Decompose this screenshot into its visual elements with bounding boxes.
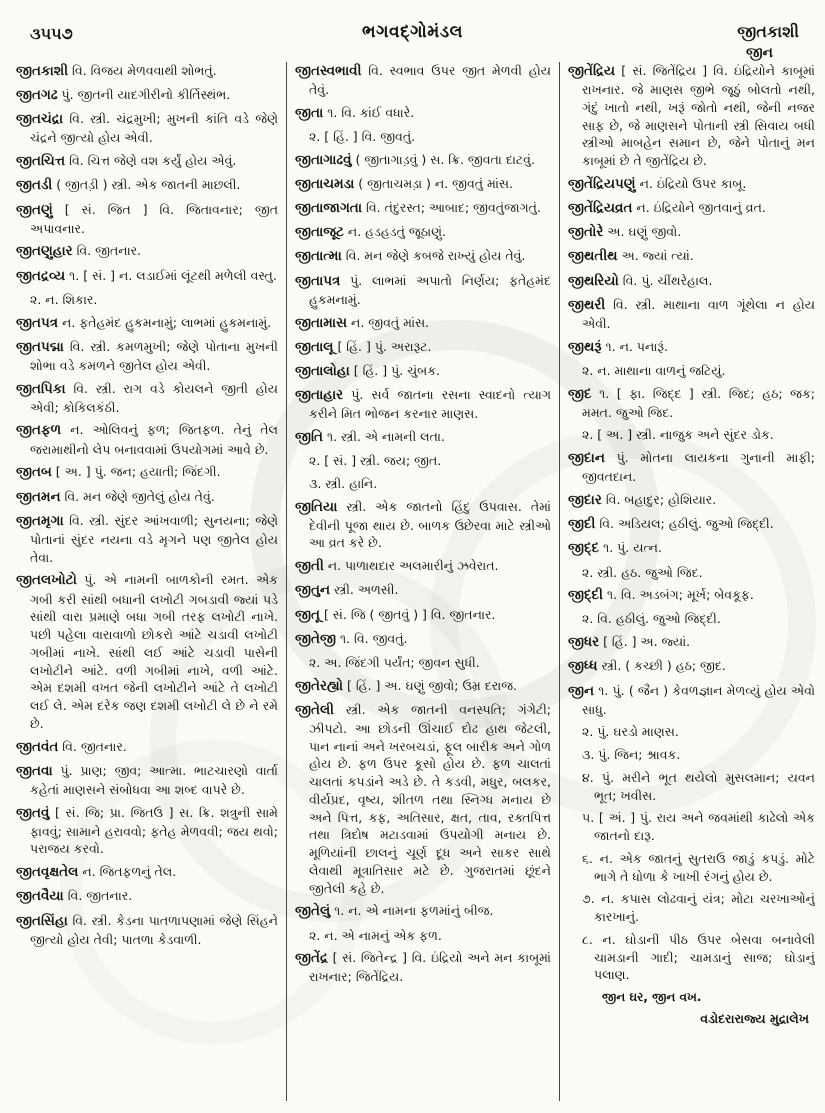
headword: જીતવૈયા [16,888,64,905]
page-header [0,0,825,60]
entry-sense: ૨. પું. ઘરડો માણસ. [582,724,679,740]
headword: જીતપત્ર [16,314,59,331]
headword: જીતગઢ [16,87,58,104]
headword: જીદાન [568,450,605,467]
dictionary-entry: જીદ ૧. [ ફા. જિદ્દ ] સ્ત્રી. જિદ; હઠ; જક; મમત. જુઓ જિદ. [568,385,815,420]
press-signature: વડોદરારાજ્ય મુદ્રાલેખ [700,1011,809,1027]
headword: જીદ્દ [568,540,600,557]
dictionary-entry: જીથરૂં ૧. ન. પનારૂં. [568,338,668,355]
column-3 [559,62,815,1101]
headword: જીતપિકા [16,380,66,397]
headword: જીથરી [568,296,606,313]
headword: જીથરિયો [568,272,619,289]
dictionary-entry: જીદી વિ. અડિયલ; હઠીલું. જુઓ જિદ્દી. [568,516,774,533]
dictionary-entry: જીતડી ( જીતડ઼ી ) સ્ત્રી. એક જાતની માછલી. [16,177,241,194]
headword: જીતાલૂ [295,338,334,355]
dictionary-entry: જીન ૧. પું. ( જૈન ) કેવળજ્ઞાન મેળવ્યું હોય એવો સાધુ. [568,682,815,717]
dictionary-entry: જીતાજાગતા વિ. તંદુરસ્ત; આબાદ; જીવતુંજાગતું. [295,200,541,217]
dictionary-entry: જીતણું [ સં. જિત ] વિ. જિતાવનાર; જીત અપાવનાર. [16,201,278,236]
headword: જીતડી [16,177,53,194]
headword: જીતાલોહા [295,362,350,379]
headword: જીન [568,682,595,699]
entry-usage-note: જીન ઘર, જીન વખ. [602,990,702,1005]
dictionary-entry: જીદ્દ ૧. પું. યત્ન. [568,540,662,557]
dictionary-entry: જીતેંદ્રિય [ સં. જિતેંદ્રિય ] વિ. ઇંદ્રિયોને કાબૂમાં રાખનાર. જે માણસ જીભે જૂઠું બોલતો નથી, ગંદું ખાતો નથી, ખરૂં જોતો નથી, જેની નજર સાફ છે, જે માણસને પોતાની સ્ત્રી સિવાય બધી સ્ત્રીઓ માબહેન સમાન છે, જેને પોતાનું મન કાબૂમાં છે તે જીતેંદ્રિય છે. [568,63,815,169]
headword: જીતિ [295,428,324,445]
entry-sense: ૬. ન. એક જાતનું સુતરાઉ જાડું કપડું. મોટે ભાગે તે ધોળા કે ખાખી રંગનું હોય છે. [582,850,815,884]
dictionary-entry: જીતસિંહા વિ. સ્ત્રી. કેડના પાતળાપણામાં જેણે સિંહને જીત્યો હોય તેવી; પાતળા કેડવાળી. [16,912,278,947]
entry-sense: ૨. વિ. હઠીલું. જુઓ જિદ્દી. [582,611,721,627]
headword: જીતમન [16,488,61,505]
headword: જીતેંદ્રિયપણું [568,175,636,192]
headword: જીતોરે [568,224,604,241]
headword: જીતામાસ [295,314,348,331]
entry-sense: ૨. [ અ. ] સ્ત્રી. નાજુક અને સુંદર ડોક. [582,427,774,443]
dictionary-entry: જીતસ્વભાવી વિ. સ્વભાવ ઉપર જીત મેળવી હોય તેવું. [295,63,551,98]
headword: જીતવા [16,762,53,779]
headword: જીતસ્વભાવી [295,63,362,79]
headword: જીતબ [16,464,52,481]
entry-sense: ૨. ન. માથાના વાળનું જટિયું. [582,362,726,378]
dictionary-entry: જીથરી વિ. સ્ત્રી. માથાના વાળ ગૂંથેલા ન હોય એવી. [568,296,815,331]
dictionary-entry: જીદાન પું. મોતના લાયકના ગુનાની માફી; જીવતદાન. [568,450,815,485]
dictionary-entry: જીતફળ ન. ઓલિવનું ફળ; જિતફળ. તેનું તેલ જરામાથીનો લેપ બનાવવામાં ઉપયોગમાં આવે છે. [16,422,278,457]
headword: જીદાર [568,492,602,509]
entry-sense: ૭. ન. કપાસ લોઢવાનું યંત્ર; મોટા ચરખાઓનું કારખાનું. [582,891,815,925]
dictionary-entry: જીતકાશી વિ. વિજય મેળવવાથી શોભતું. [16,63,217,79]
dictionary-entry: જીતૂ [ સં. જિ ( જીતવું ) ] વિ. જીતનાર. [295,606,496,623]
dictionary-entry: જીતામાસ ન. જીવતું માંસ. [295,314,430,331]
dictionary-entry: જીતચિત્ત વિ. ચિત્ત જેણે વશ કર્યું હોય એવું. [16,153,237,170]
entry-sense: ૩. પું. જિન; શ્રાવક. [582,747,681,763]
entry-sense: ૫. [ અં. ] પું. રાય અને જવમાંથી કાઢેલો એક જાતનો દારૂ. [582,810,815,844]
headword: જીતેંદ્રિય [568,63,616,79]
dictionary-entry: જીતેલું ૧. ન. એ નામના ફળમાંનું બીજ. [295,903,494,920]
headword: જીતેરહ્યો [295,677,344,694]
dictionary-entry: જીતવૈયા વિ. જીતનાર. [16,888,133,905]
dictionary-entry: જીતાહાર પું. સર્વ જાતના રસના સ્વાદનો ત્યાગ કરીને મિત ભોજન કરનાર માણસ. [295,386,551,422]
headword: જીતેંદ્ર [295,950,328,967]
dictionary-entry: જીતાલૂ [ હિં. ] પું. અરારૂટ. [295,338,432,355]
column-2 [286,62,559,1101]
headword: જીતેલી [295,701,335,718]
entry-sense: ૨. સ્ત્રી. હઠ. જુઓ જિદ. [582,564,703,580]
dictionary-entry: જીતાજૂટ ન. હડહડતું જૂઠાણું. [295,224,446,241]
headword: જીદ [568,385,592,402]
headword: જીતિયા [295,498,338,515]
entries-column-1 [16,62,278,948]
headword: જીદી [568,516,596,533]
dictionary-entry: જીતેજી ૧. વિ. જીવતું. [295,630,408,647]
headword: જીતેજી [295,630,336,647]
headword: જીતાજૂટ [295,224,344,241]
headword: જીતેલું [295,903,331,920]
dictionary-entry: જીધ્ધ સ્ત્રી. ( કચ્છી ) હઠ; જીદ. [568,658,726,675]
headword: જીતાત્મા [295,248,342,265]
dictionary-entry: જીતોરે અ. ઘણું જીવો. [568,224,682,241]
dictionary-entry: જીતમૃગા વિ. સ્ત્રી. સુંદર આંખવાળી; સુનયના; જેણે પોતાનાં સુંદર નયના વડે મૃગને પણ જીતેલ હોય તેવા. [16,512,278,565]
dictionary-entry: જીતવૃક્ષતેલ ન. જિતફળનું તેલ. [16,864,177,881]
headword: જીતમૃગા [16,512,64,529]
dictionary-entry: જીતલખોટો પું. એ નામની બાળકોની રમત. એક ગબી કરી સાંથી બધાની લખોટી ગબડાવી જ્યાં પડે સાંથી વારા પ્રમાણે બધા ગબી તરફ લખોટી નાખે. પછી પહેલા વારાવાળો છોકરો આંટે ચડાવી લખોટી ગબીમાં નાખે. સાંથી લઈ આંટે ચડાવી પાસેની લખોટીને આંટે. વળી ગબીમાં નાખે, વળી આંટે. એમ દશમી વખત જેની લખોટીને આંટે તે લખોટી લઈ લે. એમ દરેક જણ દશમી લખોટી લે છે ને રમે છે. [16,572,278,731]
headword: જીતપદ્મા [16,338,64,355]
headword: જીતવું [16,804,50,821]
dictionary-entry: જીતચંદ્રા વિ. સ્ત્રી. ચંદ્રમુખી; મુખની કાંતિ વડે જેણે ચંદ્રને જીત્યો હોય એવી. [16,111,278,146]
headword: જીતૂ [295,606,320,623]
headword: જીતા [295,104,324,121]
headword: જીતવંત [16,738,59,755]
headword: જીદ્દી [568,587,603,604]
dictionary-entry: જીતુન સ્ત્રી. અળસી. [295,582,399,599]
dictionary-entry: જીધર [ હિં. ] અ. જ્યાં. [568,634,691,651]
headword: જીતવૃક્ષતેલ [16,864,79,881]
headword: જીતણુહાર [16,243,73,260]
dictionary-entry: જીતેંદ્ર [ સં. જિતેન્દ્ર ] વિ. ઇંદ્રિયો અને મન કાબૂમાં રાખનાર; જિતેંદ્રિય. [295,950,551,985]
dictionary-entry: જીતવું [ સં. જિ; પ્રા. જિતઉ ] સ. ક્રિ. શત્રુની સામે ફાવવું; સામાને હરાવવો; ફતેહ મેળવવી; જય થવો; પરાજય કરવો. [16,804,278,857]
dictionary-entry: જીતિ ૧. સ્ત્રી. એ નામની લતા. [295,428,445,445]
entries-column-2 [295,62,551,986]
headword: જીતણું [16,201,53,218]
dictionary-entry: જીતપિકા વિ. સ્ત્રી. રાગ વડે કોયલને જીતી હોય એવી; કોકિલકંઠી. [16,380,278,415]
headword: જીધ્ધ [568,658,598,675]
dictionary-entry: જીતદ્રવ્ય ૧. [ સં. ] ન. લડાઈમાં લૂંટથી મળેલી વસ્તુ. [16,267,277,284]
dictionary-entry: જીતેંદ્રિયવ્રત ન. ઇંદ્રિયોને જીતવાનું વ્રત. [568,200,766,217]
dictionary-entry: જીતેરહ્યો [ હિં. ] અ. ઘણું જીવો; ઉમ્ર દરાજ. [295,677,518,694]
dictionary-entry: જીતાલોહા [ હિં. ] પું. ચુંબક. [295,362,440,379]
entry-sense: ૨. [ હિં. ] વિ. જીવતું. [309,129,416,145]
headword: જીતાહાર [295,386,344,403]
headword: જીતાપત્ર [295,272,341,289]
dictionary-entry: જીતેલી સ્ત્રી. એક જાતની વનસ્પતિ; ગંગેટી; ઝીપટો. આ છોડની ઊંચાઈ દોઢ હાથ જેટલી, પાન નાનાં અને ખરબચડાં, ફૂલ બારીક અને ગોળ હોય છે. ફળ ઉપર કૂસો હોય છે. ફળ ચાલતાં ચાલતાં કપડાંને અડે છે. તે કડવી, મધુર, બલકર, વીર્યપ્રદ, વૃષ્ય, શીતળ તથા સ્નિગ્ધ મનાય છે અને પિત્ત, કફ, અતિસાર, ક્ષત, તાવ, રક્તપિત્ત તથા ત્રિદોષ મટાડવામાં ઉપયોગી મનાય છે. મૂળિયાંની છાલનું ચૂર્ણ દૂધ અને સાકર સાથે લેવાથી મૂત્રાતિસાર મટે છે. ગુજરાતમાં છૂંદને જીતેલી કહે છે. [295,701,551,896]
headword: જીતદ્રવ્ય [16,267,66,284]
dictionary-entry: જીતાપત્ર પું. લાભમાં અપાતો નિર્ણય; ફતેહમંદ હુકમનામું. [295,272,551,307]
headword: જીતચંદ્રા [16,111,64,128]
entry-sense: ૨. [ સં. ] સ્ત્રી. જય; જીત. [309,453,442,469]
dictionary-entry: જીતેંદ્રિયપણું ન. ઇંદ્રિયો ઉપર કાબૂ. [568,175,747,192]
entry-sense: ૨. ન. શિકાર. [30,291,98,307]
headword: જીથતીથ [568,248,618,265]
headword: જીથરૂં [568,338,602,355]
guide-word-top: જીતકાશી [737,22,799,41]
dictionary-entry: જીતી ન. પાળાથદાર અલમારીનું ઝવેરાત. [295,558,499,575]
page-number: ૩૫૫૭ [30,24,73,43]
columns-container [16,62,815,1101]
headword: જીતલખોટો [16,572,77,589]
entry-sense: ૮. ન. ઘોડાની પીઠ ઉપર બેસવા બનાવેલી ચામડાની ગાદી; ચામડાનું સાજ; ઘોડાનું પલાણ. [582,931,815,983]
headword: જીતી [295,558,324,575]
entry-sense: ૨. અ. જિંદગી પર્યંત; જીવન સુધી. [309,654,480,670]
dictionary-entry: જીતાચમડા ( જીતાચમડ઼ા ) ન. જીવતું માંસ. [295,175,514,192]
dictionary-entry: જીતા ૧. વિ. કાંઈ વધારે. [295,104,415,121]
headword: જીતસિંહા [16,912,68,929]
dictionary-entry: જીદાર વિ. બહાદુર; હોશિયાર. [568,492,717,509]
column-1 [16,62,286,1101]
entry-sense: ૨. ન. એ નામનું એક ફળ. [309,927,442,943]
dictionary-entry: જીતાગાઢવું ( જીતાગાડ઼વું ) સ. ક્રિ. જીવતા દાટવું. [295,151,535,168]
dictionary-entry: જીથતીથ અ. જ્યાં ત્યાં. [568,248,694,265]
entry-sense: ૩. સ્ત્રી. હાનિ. [309,475,378,491]
dictionary-entry: જીતણુહાર વિ. જીતનાર. [16,243,142,260]
headword: જીતચિત્ત [16,153,66,170]
dictionary-entry: જીદ્દી ૧. વિ. અડબંગ; મૂર્ખ; બેવકૂફ. [568,587,754,604]
dictionary-entry: જીતપદ્મા વિ. સ્ત્રી. કમળમુખી; જેણે પોતાના મુખની શોભા વડે કમળને જીતેલ હોય એવી. [16,338,278,373]
headword: જીતુન [295,582,331,599]
dictionary-entry: જીતવા પું. પ્રાણ; જીવ; આત્મા. ભાટચારણો વાર્તા કહેતાં માણસને સંબોધવા આ શબ્દ વાપરે છે. [16,762,278,797]
dictionary-entry: જીતપત્ર ન. ફતેહમંદ હુકમનામું; લાભમાં હુકમનામું. [16,314,272,331]
headword: જીતાગાઢવું [295,151,352,168]
dictionary-entry: જીતમન વિ. મન જેણે જીતેલું હોય તેવું. [16,488,215,505]
dictionary-entry: જીતિયા સ્ત્રી. એક જાતનો હિંદુ ઉપવાસ. તેમાં દેવીની પૂજા થાય છે. બાળક ઉછેરવા માટે સ્ત્રીઓ આ વ્રત કરે છે. [295,498,551,551]
headword: જીધર [568,634,600,651]
guide-word-bottom: જીન [745,45,773,61]
book-title: ભગવદ્ગોમંડલ [362,22,463,42]
entry-sense: ૪. પું. મરીને ભૂત થયેલો મુસલમાન; યવન ભૂત; ખવીસ. [582,769,815,803]
dictionary-entry: જીતાત્મા વિ. મન જેણે કબજે રાખ્યું હોય તેવું. [295,248,526,265]
headword: જીતાજાગતા [295,200,363,217]
dictionary-entry: જીતબ [ અ. ] પું. જન; હયાતી; જિંદગી. [16,464,221,481]
headword: જીતાચમડા [295,175,355,192]
dictionary-entry: જીતવંત વિ. જીતનાર. [16,738,127,755]
headword: જીતફળ [16,422,62,439]
dictionary-entry: જીથરિયો વિ. પું. ચીંથરેહાલ. [568,272,713,289]
dictionary-entry: જીતગઢ પું. જીતની યાદગીરીનો કીર્તિસ્થંભ. [16,87,231,104]
entries-column-3 [568,62,815,984]
headword: જીતકાશી [16,63,69,79]
headword: જીતેંદ્રિયવ્રત [568,200,633,217]
